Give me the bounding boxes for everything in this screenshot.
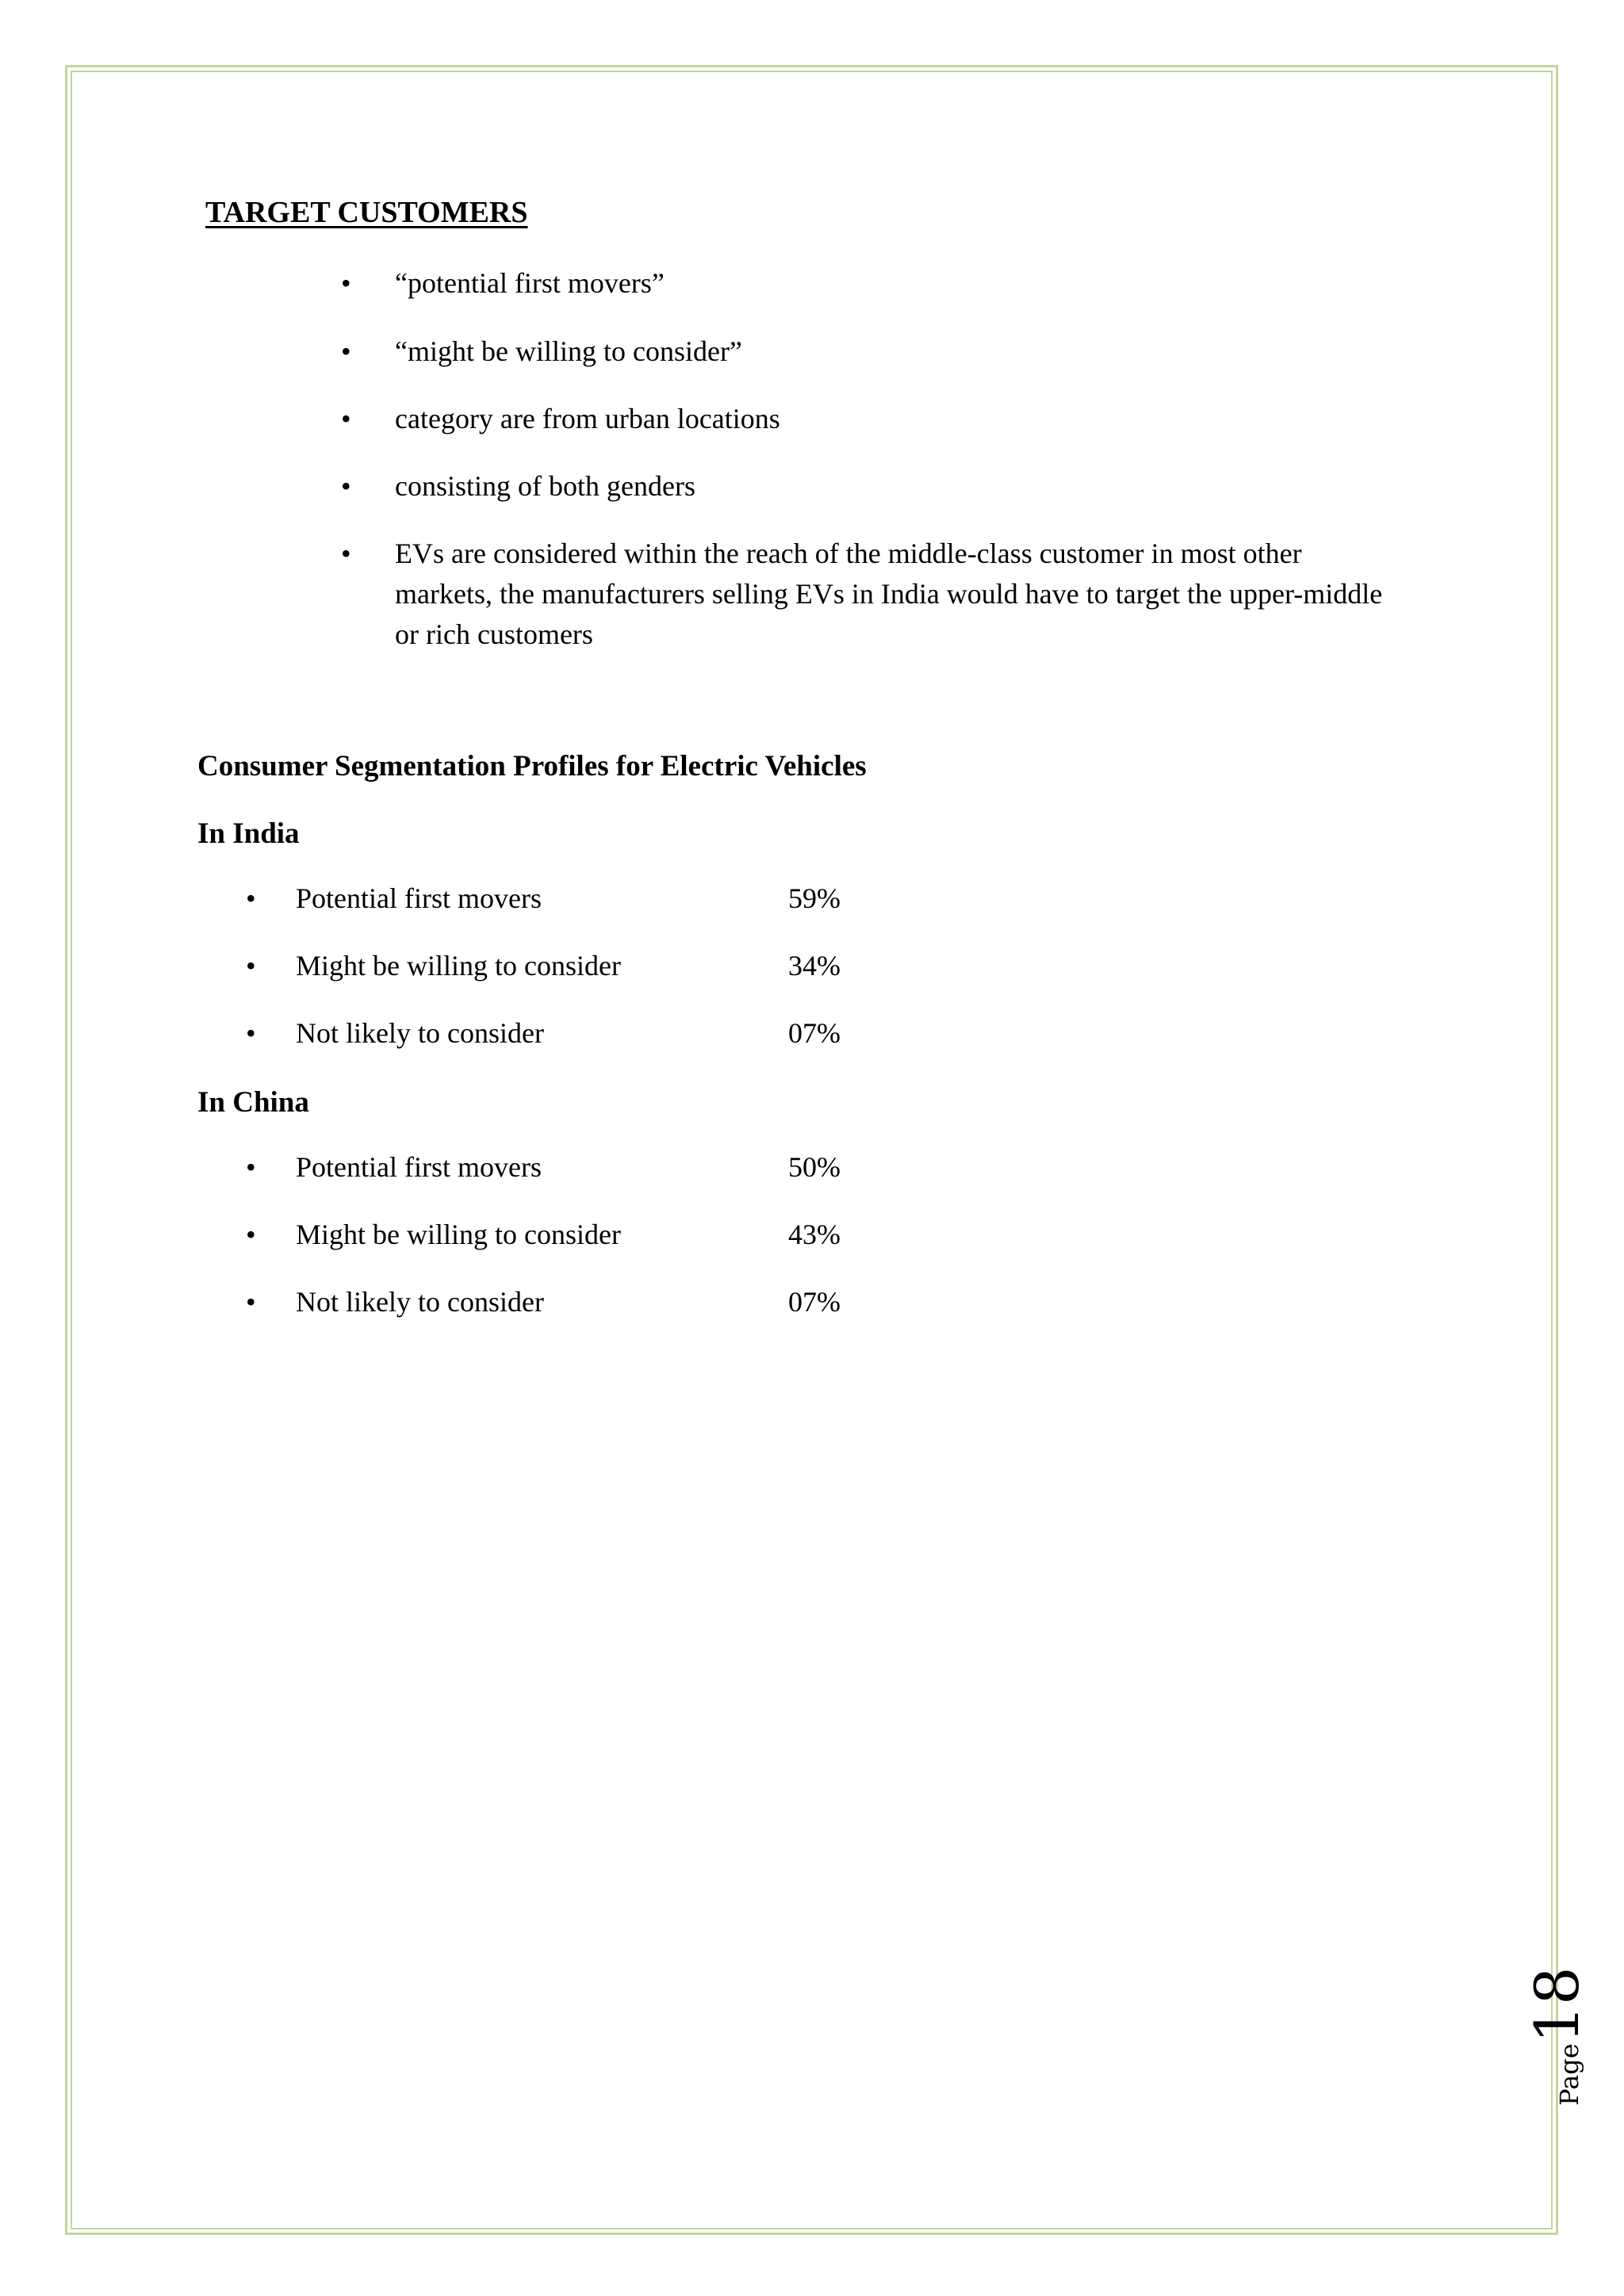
- segment-value: 59%: [788, 882, 841, 914]
- target-customers-list: [341, 263, 1383, 675]
- bullet-icon: •: [341, 335, 351, 367]
- bullet-icon: •: [246, 882, 256, 914]
- china-segment-list: [246, 1147, 959, 1353]
- target-customers-heading: TARGET CUSTOMERS: [205, 196, 528, 229]
- india-segment-list: [246, 878, 959, 1085]
- region-heading-china: In China: [197, 1086, 309, 1119]
- bullet-icon: •: [341, 267, 351, 299]
- segment-label: Not likely to consider: [296, 1017, 544, 1049]
- page-number: [1521, 1957, 1592, 2107]
- segment-label: Potential first movers: [296, 1151, 542, 1183]
- segment-label: Might be willing to consider: [296, 1219, 621, 1250]
- target-bullet-text: “potential first movers”: [395, 267, 665, 299]
- bullet-icon: •: [341, 470, 351, 502]
- page-label: Page: [1554, 2043, 1584, 2106]
- bullet-icon: •: [246, 1017, 256, 1049]
- region-heading-india: In India: [197, 817, 300, 850]
- segment-label: Potential first movers: [296, 882, 542, 914]
- bullet-icon: •: [246, 1219, 256, 1250]
- segment-value: 07%: [788, 1286, 841, 1318]
- bullet-icon: •: [246, 1151, 256, 1183]
- bullet-icon: •: [341, 403, 351, 434]
- segment-label: Not likely to consider: [296, 1286, 544, 1318]
- segment-value: 07%: [788, 1017, 841, 1049]
- bullet-icon: •: [246, 950, 256, 982]
- bullet-icon: •: [341, 538, 351, 569]
- target-bullet-text: consisting of both genders: [395, 470, 695, 502]
- segmentation-title: Consumer Segmentation Profiles for Electric Vehicles: [197, 750, 867, 783]
- bullet-icon: •: [246, 1286, 256, 1318]
- target-bullet-text: category are from urban locations: [395, 403, 780, 434]
- segment-label: Might be willing to consider: [296, 950, 621, 982]
- target-bullet-text: “might be willing to consider”: [395, 335, 742, 367]
- page-number-rotated: [1522, 1966, 1592, 2106]
- segment-value: 43%: [788, 1219, 841, 1250]
- segment-value: 50%: [788, 1151, 841, 1183]
- target-bullet-text: EVs are considered within the reach of the middle-class customer in most other markets, the manufacturers selling EVs in India would have to target the upper-middle or rich customers: [395, 538, 1383, 650]
- page-number-value: 18: [1522, 1966, 1592, 2044]
- segment-value: 34%: [788, 950, 841, 982]
